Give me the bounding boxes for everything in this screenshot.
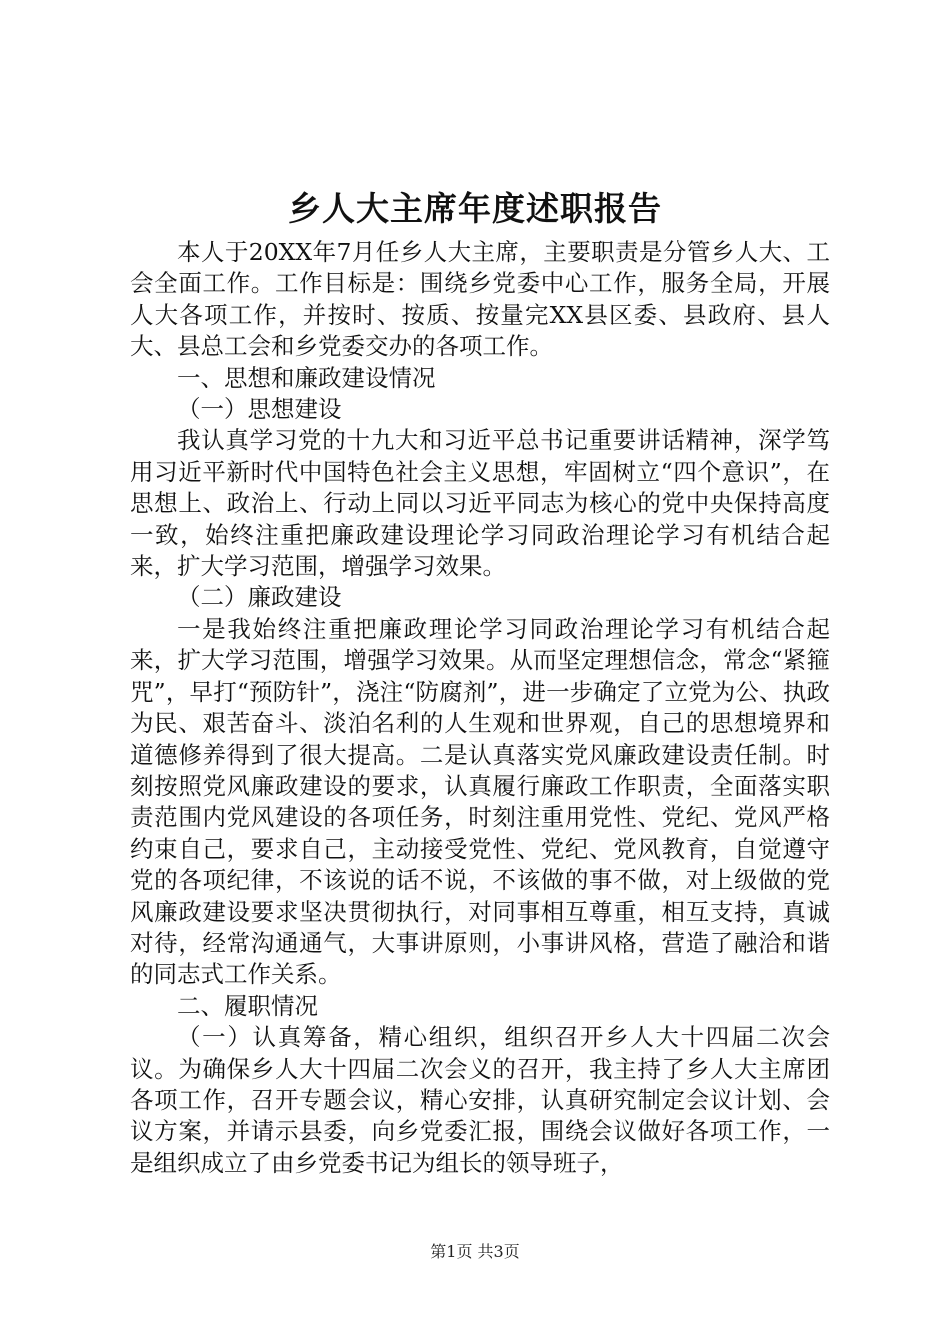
page-footer: 第1页 共3页	[430, 1242, 520, 1261]
paragraph-duties: （一）认真筹备，精心组织，组织召开乡人大十四届二次会议。为确保乡人大十四届二次会义的召开，我主持了乡人大主席团各项工作，召开专题会议，精心安排，认真研究制定会议计划、会议方案，并请示县委，向乡党委汇报，围绕会议做好各项工作，一是组织成立了由乡党委书记为组长的领导班子，	[130, 1023, 830, 1177]
subheading-integrity: （二）廉政建设	[177, 583, 342, 612]
document-body	[130, 237, 830, 1179]
paragraph-intro: 本人于20XX年7月任乡人大主席，主要职责是分管乡人大、工会全面工作。工作目标是：围绕乡党委中心工作，服务全局，开展人大各项工作，并按时、按质、按量完XX县区委、县政府、县人大、县总工会和乡党委交办的各项工作。	[130, 238, 830, 361]
paragraph-ideology: 我认真学习党的十九大和习近平总书记重要讲话精神，深学笃用习近平新时代中国特色社会主义思想，牢固树立“四个意识”，在思想上、政治上、行动上同以习近平同志为核心的党中央保持高度一致，始终注重把廉政建设理论学习同政治理论学习有机结合起来，扩大学习范围，增强学习效果。	[130, 426, 830, 581]
section-heading-ideology-integrity: 一、思想和廉政建设情况	[177, 363, 436, 392]
section-heading-duties: 二、履职情况	[177, 991, 318, 1020]
paragraph-integrity: 一是我始终注重把廉政理论学习同政治理论学习有机结合起来，扩大学习范围，增强学习效果。从而坚定理想信念，常念“紧箍咒”，早打“预防针”，浇注“防腐剂”，进一步确定了立党为公、执政为民、艰苦奋斗、淡泊名利的人生观和世界观，自己的思想境界和道德修养得到了很大提高。二是认真落实党风廉政建设责任制。时刻按照党风廉政建设的要求，认真履行廉政工作职责，全面落实职责范围内党风建设的各项任务，时刻注重用党性、党纪、党风严格约束自己，要求自己，主动接受党性、党纪、党风教育，自觉遵守党的各项纪律，不该说的话不说，不该做的事不做，对上级做的党风廉政建设要求坚决贯彻执行，对同事相互尊重，相互支持，真诚对待，经常沟通通气，大事讲原则，小事讲风格，营造了融洽和谐的同志式工作关系。	[130, 614, 830, 989]
document-title: 乡人大主席年度述职报告	[288, 189, 662, 228]
subheading-ideology: （一）思想建设	[177, 395, 342, 424]
